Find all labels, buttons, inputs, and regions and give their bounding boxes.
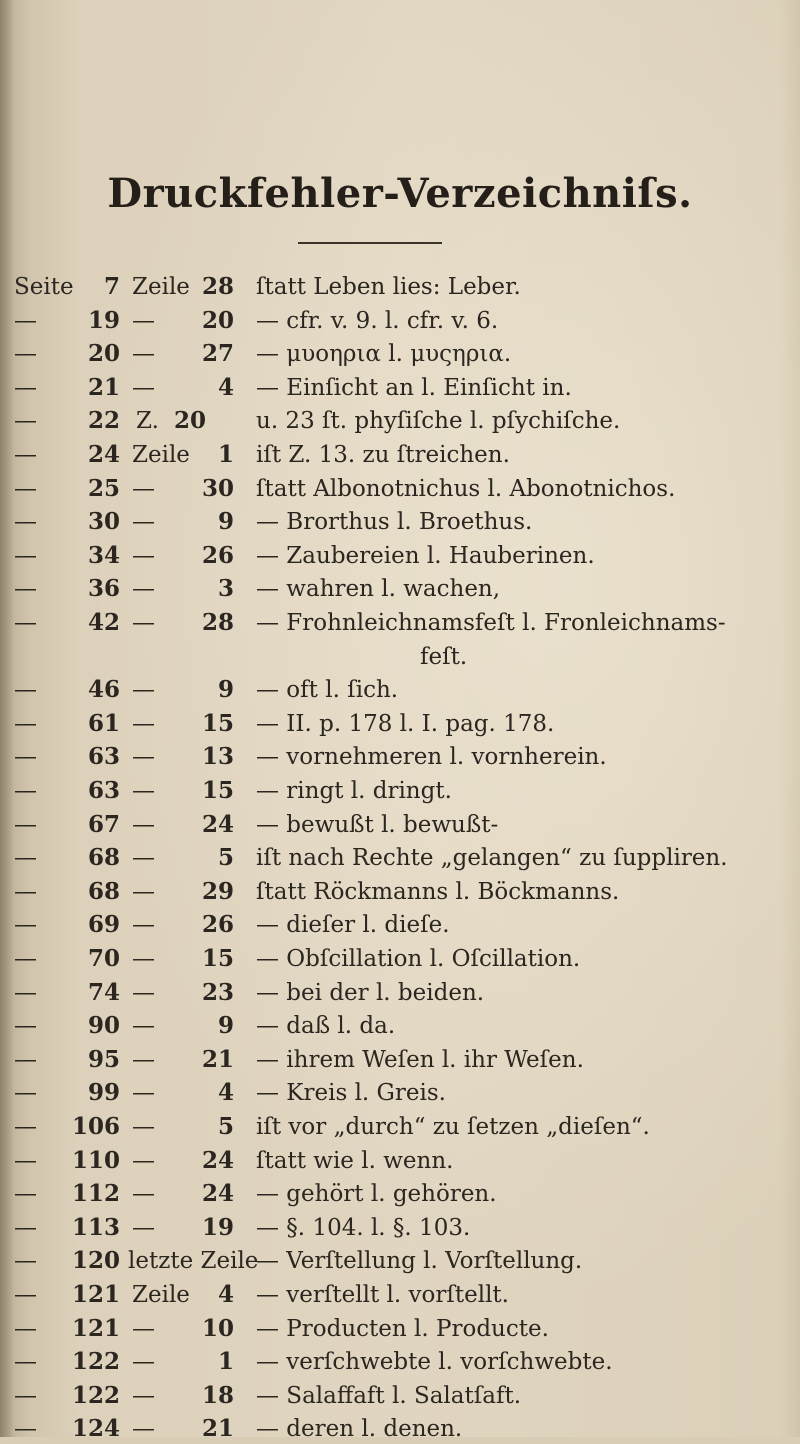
entry-line-label: — <box>132 979 155 1006</box>
entry-line-number: 26 <box>201 911 234 939</box>
entry-line-number: 24 <box>201 810 234 838</box>
errata-entry <box>0 373 800 403</box>
entry-correction: ſtatt Albonotnichus l. Abonotnichos. <box>256 475 676 502</box>
entry-page-number: 122 <box>71 1381 120 1409</box>
entry-line-number: 24 <box>201 1180 234 1208</box>
errata-entry <box>0 675 800 705</box>
entry-correction: — Brorthus l. Broethus. <box>256 509 533 536</box>
entry-lead: — <box>14 1147 37 1174</box>
entry-lead: — <box>14 979 37 1006</box>
errata-entry <box>0 306 800 336</box>
entry-line-label: Zeile <box>132 442 190 468</box>
entry-page-number: 122 <box>71 1348 120 1376</box>
errata-entry <box>0 944 800 974</box>
errata-entry <box>0 910 800 940</box>
entry-correction: — vornehmeren l. vornherein. <box>256 744 607 771</box>
entry-line-label: — <box>132 1382 155 1409</box>
entry-line-number: 20 <box>173 407 206 435</box>
entry-line-number: 9 <box>217 508 234 536</box>
entry-line-label: — <box>132 778 155 804</box>
entry-lead: — <box>14 1080 37 1107</box>
errata-entry <box>0 1112 800 1142</box>
entry-line-label: — <box>132 1080 155 1107</box>
entry-lead: — <box>14 912 37 939</box>
entry-correction: — μυοηρια l. μυςηρια. <box>256 341 512 368</box>
errata-entry <box>0 541 800 571</box>
entry-line-number: 21 <box>201 1045 234 1073</box>
entry-lead: — <box>14 1315 37 1342</box>
entry-line-label: Zeile <box>132 1282 190 1308</box>
entry-line-label: — <box>132 1349 155 1376</box>
entry-page-number: 124 <box>71 1415 120 1443</box>
entry-lead: — <box>14 946 37 972</box>
entry-line-label: — <box>132 509 155 536</box>
entry-correction: iſt Z. 13. zu ſtreichen. <box>256 442 510 468</box>
entry-line-label: — <box>132 845 155 872</box>
entry-lead: — <box>14 1248 37 1275</box>
errata-entry <box>0 339 800 369</box>
entry-line-label: letzte Zeile <box>128 1248 259 1275</box>
entry-page-number: 63 <box>87 777 120 804</box>
entry-line-label: — <box>132 710 155 737</box>
errata-entry <box>0 1347 800 1377</box>
errata-entry <box>0 1078 800 1108</box>
entry-lead: — <box>14 542 37 569</box>
errata-entry <box>0 474 800 504</box>
entry-page-number: 63 <box>87 743 120 771</box>
entry-page-number: 69 <box>87 911 120 939</box>
entry-line-number: 15 <box>201 945 234 972</box>
entry-line-label: — <box>132 1013 155 1040</box>
entry-lead: — <box>14 576 37 603</box>
errata-entry <box>0 742 800 772</box>
entry-correction: iſt vor „durch“ zu ſetzen „dieſen“. <box>256 1114 650 1140</box>
entry-line-number: 9 <box>217 1012 234 1040</box>
entry-line-number: 9 <box>217 676 234 704</box>
title-rule <box>298 242 442 244</box>
entry-correction: — gehört l. gehören. <box>256 1181 497 1208</box>
entry-line-number: 4 <box>217 373 234 401</box>
entry-page-number: 25 <box>87 474 120 502</box>
entry-line-number: 15 <box>201 777 234 804</box>
entry-page-number: 19 <box>87 306 120 334</box>
entry-line-number: 28 <box>201 273 234 300</box>
entry-line-number: 21 <box>201 1415 234 1443</box>
entry-lead: — <box>14 1013 37 1040</box>
entry-line-number: 5 <box>217 844 234 872</box>
errata-entry <box>0 507 800 537</box>
entry-page-number: 74 <box>87 978 120 1006</box>
entry-page-number: 21 <box>87 373 120 401</box>
entry-page-number: 113 <box>71 1213 120 1241</box>
entry-correction: iſt nach Rechte „gelangen“ zu ſuppliren. <box>256 845 728 872</box>
entry-correction: u. 23 ſt. phyſiſche l. pſychiſche. <box>256 408 621 435</box>
entry-line-number: 27 <box>201 340 234 368</box>
errata-entry <box>0 709 800 739</box>
entry-continuation: feſt. <box>420 643 468 670</box>
entry-correction: — Frohnleichnamsfeſt l. Fronleichnams- <box>256 610 726 636</box>
errata-entry <box>0 810 800 840</box>
entry-line-number: 29 <box>201 877 234 905</box>
entry-page-number: 70 <box>87 945 120 972</box>
entry-correction: — Producten l. Producte. <box>256 1315 549 1342</box>
errata-entry <box>0 877 800 907</box>
entry-lead: — <box>14 1416 37 1443</box>
entry-lead: — <box>14 1349 37 1376</box>
entry-lead: — <box>14 1114 37 1140</box>
entry-line-label: — <box>132 341 155 368</box>
entry-lead: — <box>14 845 37 872</box>
errata-entry <box>0 1179 800 1209</box>
errata-entry <box>0 642 800 672</box>
entry-line-number: 28 <box>201 609 234 636</box>
entry-line-label: — <box>132 374 155 401</box>
entry-correction: ſtatt Röckmanns l. Böckmanns. <box>256 878 620 905</box>
entry-lead: — <box>14 307 37 334</box>
entry-correction: — Kreis l. Greis. <box>256 1080 446 1107</box>
entry-page-number: 121 <box>71 1314 120 1342</box>
entry-page-number: 68 <box>87 877 120 905</box>
entry-line-label: — <box>132 811 155 838</box>
errata-entry <box>0 1381 800 1411</box>
errata-entry <box>0 574 800 604</box>
entry-line-number: 5 <box>217 1113 234 1140</box>
errata-entry <box>0 776 800 806</box>
entry-lead: — <box>14 677 37 704</box>
entry-lead: — <box>14 610 37 636</box>
entry-lead: — <box>14 1382 37 1409</box>
entry-page-number: 46 <box>87 676 120 704</box>
errata-entry <box>0 406 800 436</box>
errata-entry <box>0 1011 800 1041</box>
entry-page-number: 7 <box>103 273 120 300</box>
entry-correction: — cfr. v. 9. l. cfr. v. 6. <box>256 307 499 334</box>
entry-line-number: 1 <box>217 1348 234 1376</box>
entry-line-number: 19 <box>201 1213 234 1241</box>
entry-line-label: Zeile <box>132 274 190 300</box>
entry-page-number: 112 <box>71 1180 120 1208</box>
errata-entry <box>0 272 800 302</box>
entry-line-number: 13 <box>201 743 234 771</box>
entry-lead: — <box>14 878 37 905</box>
entry-line-number: 4 <box>217 1281 234 1308</box>
page-title: Druckfehler-Verzeichniſs. <box>107 170 693 217</box>
entry-correction: — Salaffaft l. Salatſaft. <box>256 1382 522 1409</box>
entry-lead: — <box>14 811 37 838</box>
entry-lead: — <box>14 778 37 804</box>
entry-lead: — <box>14 1181 37 1208</box>
errata-entry <box>0 843 800 873</box>
entry-correction: — bewußt l. bewußt- <box>256 811 499 838</box>
entry-lead: — <box>14 408 37 435</box>
entry-page-number: 99 <box>87 1079 120 1107</box>
entry-correction: — verſtellt l. vorſtellt. <box>256 1282 509 1308</box>
entry-line-label: — <box>132 1114 155 1140</box>
entry-line-label: — <box>132 677 155 704</box>
entry-line-number: 30 <box>201 474 234 502</box>
entry-lead: — <box>14 374 37 401</box>
entry-line-label: — <box>132 744 155 771</box>
entry-correction: — Einſicht an l. Einſicht in. <box>256 374 572 401</box>
entry-line-label: — <box>132 307 155 334</box>
entry-correction: — Obſcillation l. Oſcillation. <box>256 946 581 972</box>
entry-line-label: — <box>132 542 155 569</box>
entry-line-number: 26 <box>201 541 234 569</box>
entry-lead: — <box>14 1046 37 1073</box>
entry-correction: — bei der l. beiden. <box>256 979 485 1006</box>
entry-line-label: — <box>132 1046 155 1073</box>
errata-entry <box>0 978 800 1008</box>
entry-page-number: 30 <box>87 508 120 536</box>
entry-correction: ſtatt wie l. wenn. <box>256 1147 454 1174</box>
entry-correction: — oft l. ſich. <box>256 677 399 704</box>
entry-line-number: 20 <box>201 306 234 334</box>
entry-page-number: 121 <box>71 1281 120 1308</box>
errata-entry <box>0 440 800 470</box>
entry-line-label: — <box>132 1181 155 1208</box>
entry-lead: — <box>14 744 37 771</box>
entry-line-number: 1 <box>217 441 234 468</box>
entry-page-number: 24 <box>87 441 120 468</box>
entry-page-number: 61 <box>87 709 120 737</box>
entry-page-number: 106 <box>71 1113 120 1140</box>
entry-line-number: 23 <box>201 978 234 1006</box>
entry-correction: — Verſtellung l. Vorſtellung. <box>256 1248 583 1275</box>
entry-line-number: 24 <box>201 1146 234 1174</box>
entry-lead: — <box>14 509 37 536</box>
errata-entry <box>0 608 800 638</box>
entry-line-label: — <box>132 878 155 905</box>
entry-lead: Seite <box>14 274 74 300</box>
entry-lead: — <box>14 341 37 368</box>
errata-entry <box>0 1314 800 1344</box>
entry-line-label: Z. <box>136 408 159 435</box>
errata-entry <box>0 1280 800 1310</box>
entry-lead: — <box>14 1282 37 1308</box>
entry-line-label: — <box>132 576 155 603</box>
entry-correction: — verſchwebte l. vorſchwebte. <box>256 1349 613 1376</box>
entry-lead: — <box>14 475 37 502</box>
entry-line-label: — <box>132 1214 155 1241</box>
entry-correction: ſtatt Leben lies: Leber. <box>256 274 521 300</box>
entry-correction: — Zaubereien l. Hauberinen. <box>256 542 595 569</box>
entry-page-number: 22 <box>87 407 120 435</box>
entry-correction: — deren l. denen. <box>256 1416 463 1443</box>
entry-correction: — ringt l. dringt. <box>256 778 452 804</box>
entry-page-number: 95 <box>87 1045 120 1073</box>
entry-line-label: — <box>132 610 155 636</box>
entry-line-number: 3 <box>217 575 234 603</box>
entry-page-number: 34 <box>87 541 120 569</box>
entry-correction: — II. p. 178 l. I. pag. 178. <box>256 710 555 737</box>
entry-line-number: 15 <box>201 709 234 737</box>
errata-entry <box>0 1246 800 1276</box>
errata-entry <box>0 1213 800 1243</box>
entry-line-label: — <box>132 1416 155 1443</box>
entry-lead: — <box>14 442 37 468</box>
errata-entry <box>0 1414 800 1444</box>
entry-line-number: 18 <box>201 1381 234 1409</box>
entry-page-number: 120 <box>71 1247 120 1275</box>
entry-correction: — wahren l. wachen, <box>256 576 501 603</box>
entry-page-number: 110 <box>71 1146 120 1174</box>
entry-page-number: 36 <box>87 575 120 603</box>
entry-correction: — ihrem Weſen l. ihr Weſen. <box>256 1046 584 1073</box>
errata-entry <box>0 1045 800 1075</box>
entry-line-label: — <box>132 912 155 939</box>
entry-line-number: 4 <box>217 1079 234 1107</box>
errata-entry <box>0 1146 800 1176</box>
entry-correction: — daß l. da. <box>256 1013 396 1040</box>
entry-lead: — <box>14 710 37 737</box>
entry-line-number: 10 <box>201 1314 234 1342</box>
entry-correction: — dieſer l. dieſe. <box>256 912 450 939</box>
entry-page-number: 67 <box>87 810 120 838</box>
entry-line-label: — <box>132 1147 155 1174</box>
entry-lead: — <box>14 1214 37 1241</box>
entry-line-label: — <box>132 946 155 972</box>
entry-page-number: 90 <box>87 1012 120 1040</box>
entry-page-number: 42 <box>87 609 120 636</box>
entry-page-number: 68 <box>87 844 120 872</box>
entry-line-label: — <box>132 1315 155 1342</box>
entry-correction: — §. 104. l. §. 103. <box>256 1214 471 1241</box>
entry-page-number: 20 <box>87 340 120 368</box>
entry-line-label: — <box>132 475 155 502</box>
